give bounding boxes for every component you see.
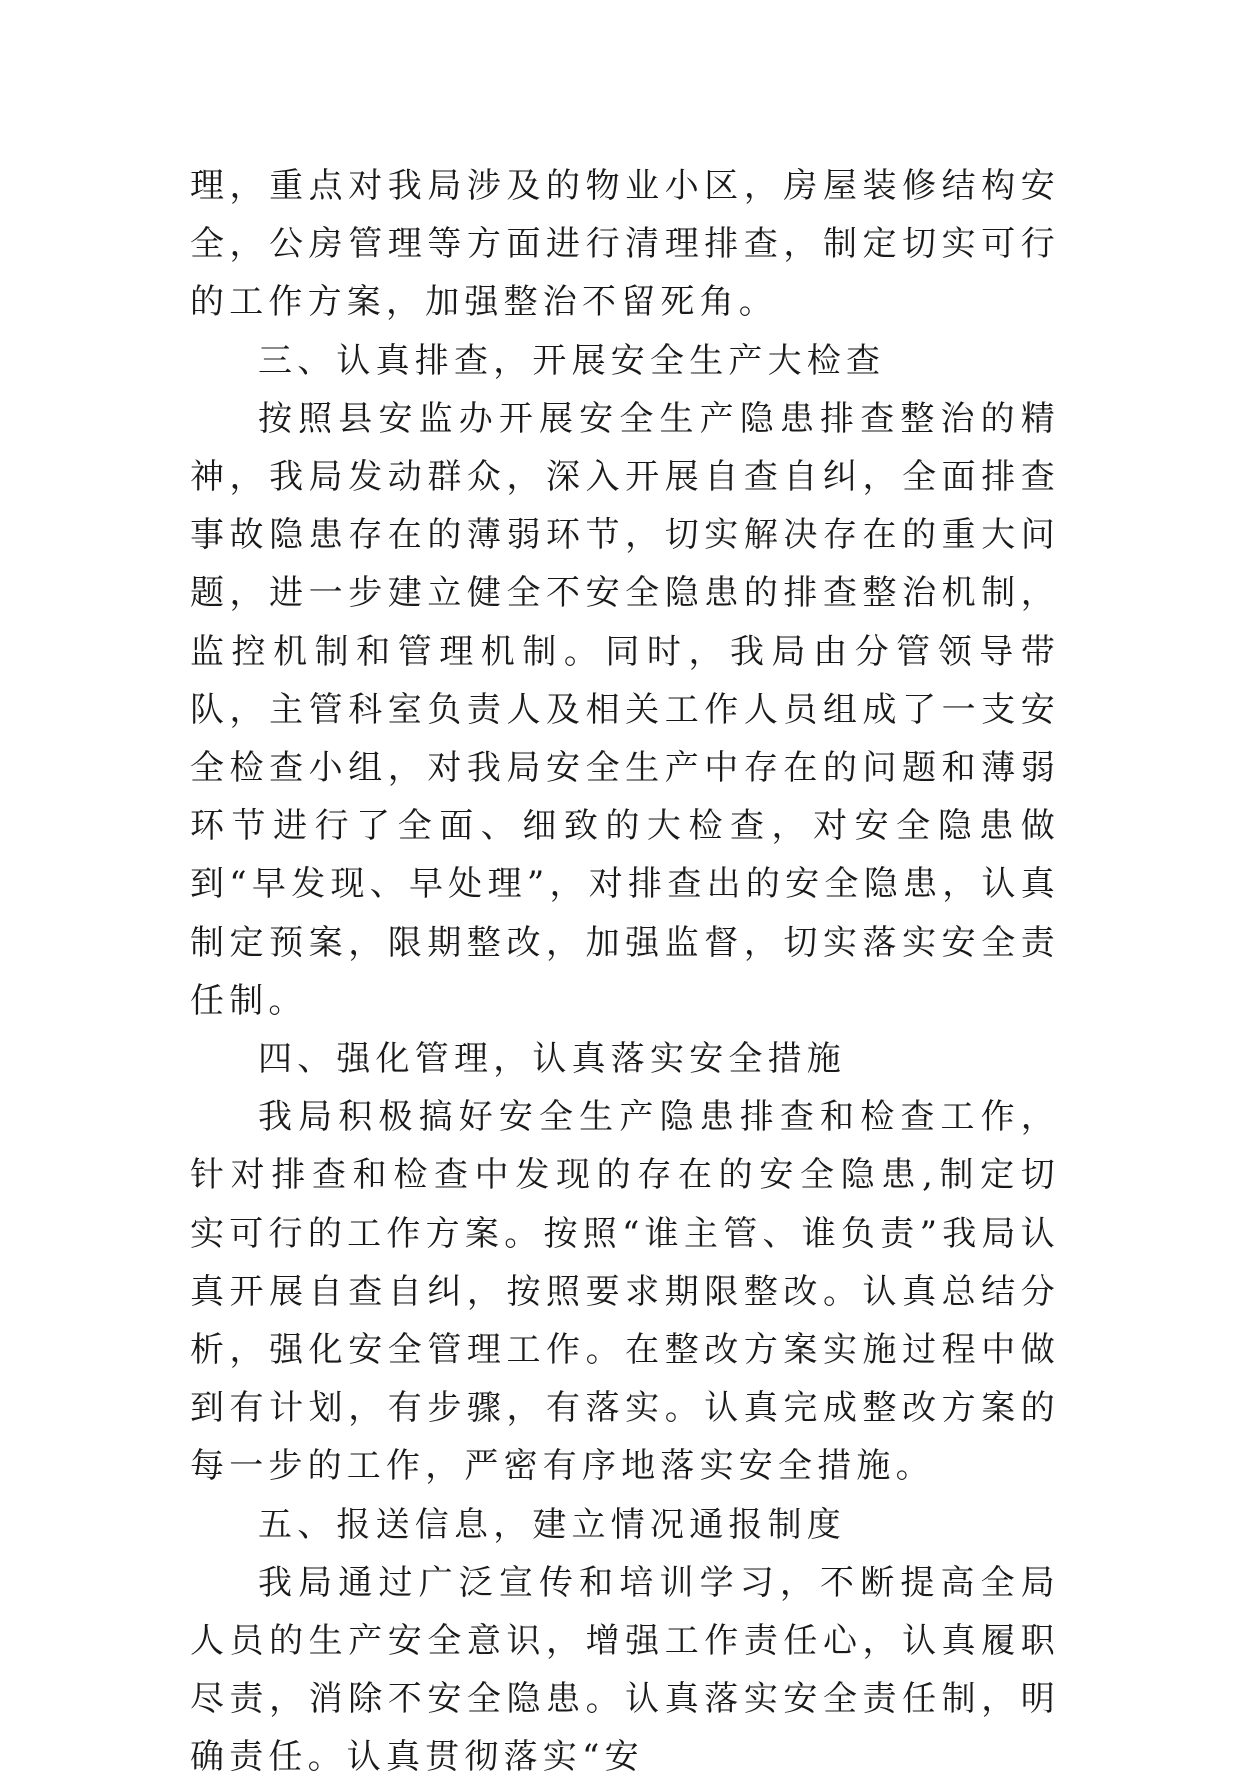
document-body	[190, 157, 1060, 1787]
paragraph-section-4: 我局积极搞好安全生产隐患排查和检查工作，针对排查和检查中发现的存在的安全隐患,制定切实可行的工作方案。按照“谁主管、谁负责”我局认真开展自查自纠，按照要求期限整改。认真总结分析，强化安全管理工作。在整改方案实施过程中做到有计划，有步骤，有落实。认真完成整改方案的每一步的工作，严密有序地落实安全措施。	[190, 1097, 1060, 1487]
paragraph-continuation: 理，重点对我局涉及的物业小区，房屋装修结构安全，公房管理等方面进行清理排查，制定切实可行的工作方案，加强整治不留死角。	[190, 166, 1060, 323]
section-heading-3: 三、认真排查，开展安全生产大检查	[258, 340, 886, 381]
paragraph-section-3: 按照县安监办开展安全生产隐患排查整治的精神，我局发动群众，深入开展自查自纠，全面排查事故隐患存在的薄弱环节，切实解决存在的重大问题，进一步建立健全不安全隐患的排查整治机制，监控机制和管理机制。同时，我局由分管领导带队，主管科室负责人及相关工作人员组成了一支安全检查小组，对我局安全生产中存在的问题和薄弱环节进行了全面、细致的大检查，对安全隐患做到“早发现、早处理”，对排查出的安全隐患，认真制定预案，限期整改，加强监督，切实落实安全责任制。	[190, 398, 1060, 1021]
paragraph-section-5: 我局通过广泛宣传和培训学习，不断提高全局人员的生产安全意识，增强工作责任心，认真履职尽责，消除不安全隐患。认真落实安全责任制，明确责任。认真贯彻落实“安	[190, 1562, 1060, 1778]
section-heading-4: 四、强化管理，认真落实安全措施	[258, 1039, 846, 1080]
section-heading-5: 五、报送信息，建立情况通报制度	[258, 1504, 846, 1545]
